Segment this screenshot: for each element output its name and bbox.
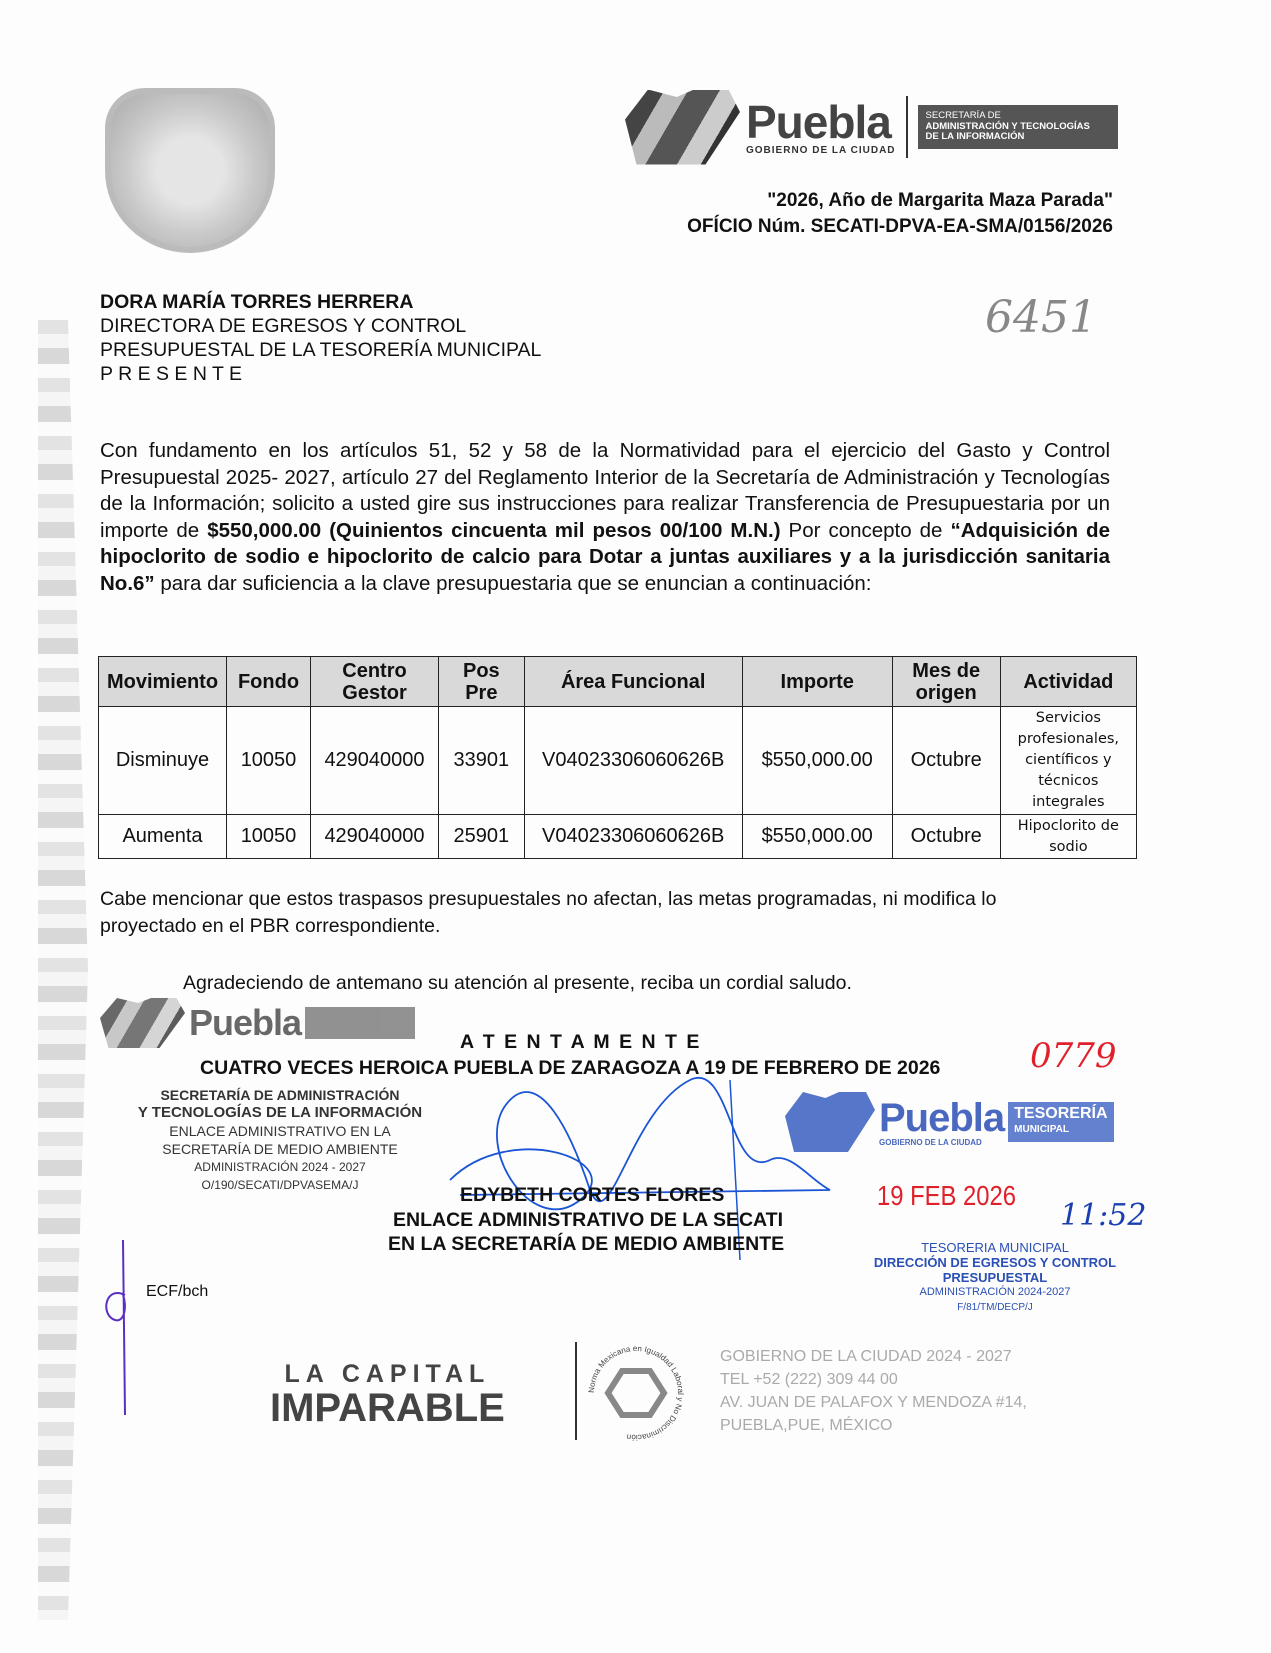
recipient-title-1: DIRECTORA DE EGRESOS Y CONTROL (100, 315, 467, 337)
presente: P R E S E N T E (100, 363, 242, 385)
logo-word: Puebla (746, 95, 891, 148)
place-date: CUATRO VECES HEROICA PUEBLA DE ZARAGOZA A 19 DE FEBRERO DE 2026 (200, 1057, 941, 1079)
norma-igualdad-logo (586, 1343, 686, 1443)
footer-contact: GOBIERNO DE LA CIUDAD 2024 - 2027 TEL +52 (222) 309 44 00 AV. JUAN DE PALAFOX Y MENDOZA #14, PUEBLA,PUE, MÉXICO (720, 1348, 1027, 1434)
year-motto: "2026, Año de Margarita Maza Parada" (767, 190, 1113, 211)
svg-text:Norma Mexicana en Igualdad Lab (587, 1344, 685, 1442)
col-header: Actividad (1000, 657, 1136, 707)
initials: ECF/bch (146, 1283, 209, 1300)
decorative-side-border (38, 320, 88, 1620)
recipient-block (100, 290, 541, 386)
recipient-title-2: PRESUPUESTAL DE LA TESORERÍA MUNICIPAL (100, 339, 542, 361)
logo-sub: GOBIERNO DE LA CIUDAD (746, 144, 896, 156)
received-date-stamp: 19 FEB 2026 (877, 1180, 1016, 1211)
handwritten-number: 6451 (985, 292, 1097, 343)
atentamente: A T E N T A M E N T E (460, 1031, 702, 1053)
col-header: Fondo (227, 657, 311, 707)
tesoreria-stamp: TESORERIA MUNICIPAL DIRECCIÓN DE EGRESOS Y CONTROL PRESUPUESTAL ADMINISTRACIÓN 2024-2027 F/81/TM/DECP/J (873, 1240, 1117, 1313)
signer-title-1: ENLACE ADMINISTRATIVO DE LA SECATI (393, 1209, 783, 1231)
secati-stamp: SECRETARÍA DE ADMINISTRACIÓN Y TECNOLOGÍAS DE LA INFORMACIÓN ENLACE ADMINISTRATIVO EN LA SECRETARÍA DE MEDIO AMBIENTE ADMINISTRACIÓN 2024 - 2027 O/190/SECATI/DPVASEMA/J (137, 1087, 423, 1192)
city-seal-logo (105, 88, 275, 253)
folio-number: 0779 (1030, 1036, 1117, 1076)
secati-stamp-logo: Puebla (100, 998, 415, 1048)
body-paragraph: Con fundamento en los artículos 51, 52 y 58 de la Normatividad para el ejercicio del Gasto y Control Presupuestal 2025- 2027, artículo 27 del Reglamento Interior de la Secretaría de Administración y Tecnologías de la Información; solicito a usted gire sus instrucciones para realizar Transferencia de Presupuestaria por un importe de $550,000.00 (Quinientos cincuenta mil pesos 00/100 M.N.) Por concepto de “Adquisición de hipoclorito de sodio e hipoclorito de calcio para Dotar a juntas auxiliares y a la jurisdicción sanitaria No.6” para dar suficiencia a la clave presupuestaria que se enuncian a continuación: (100, 439, 1110, 595)
puebla-secati-logo (625, 88, 1118, 166)
col-header: Área Funcional (524, 657, 742, 707)
secati-label: SECRETARÍA DE ADMINISTRACIÓN Y TECNOLOGÍAS DE LA INFORMACIÓN (918, 105, 1118, 150)
table-row: Disminuye 10050 429040000 33901 V04023306060626B $550,000.00 Octubre Servicios profesionales, científicos y técnicos integrales (99, 707, 1137, 815)
col-header: Importe (742, 657, 892, 707)
col-header: Mes de origen (892, 657, 1000, 707)
col-header: Pos Pre (439, 657, 525, 707)
closing-greeting: Agradeciendo de antemano su atención al presente, reciba un cordial saludo. (183, 972, 852, 994)
initials-signature (95, 1235, 135, 1420)
tesoreria-stamp-logo: Puebla GOBIERNO DE LA CIUDAD TESORERÍA MUNICIPAL (785, 1092, 1114, 1152)
body-paragraph-2: Cabe mencionar que estos traspasos presupuestales no afectan, las metas programadas, ni modifica lo proyectado en el PBR correspondiente. (100, 888, 997, 937)
footer-divider (575, 1342, 577, 1440)
signer-name: EDYBETH CORTES FLORES (460, 1184, 725, 1206)
oficio-number: OFÍCIO Núm. SECATI-DPVA-EA-SMA/0156/2026 (687, 216, 1113, 237)
document-heading (687, 188, 1113, 240)
received-time: 11:52 (1060, 1198, 1147, 1233)
signer-title-2: EN LA SECRETARÍA DE MEDIO AMBIENTE (388, 1233, 785, 1255)
norma-text: Norma Mexicana en Igualdad Laboral y No Discriminación (586, 1343, 686, 1443)
col-header: Centro Gestor (311, 657, 439, 707)
table-row: Aumenta 10050 429040000 25901 V04023306060626B $550,000.00 Octubre Hipoclorito de sodio (99, 815, 1137, 859)
puebla-emblem-icon (625, 90, 740, 165)
la-capital-imparable-logo: LA CAPITAL IMPARABLE (270, 1360, 505, 1430)
col-header: Movimiento (99, 657, 227, 707)
recipient-name: DORA MARÍA TORRES HERRERA (100, 291, 414, 313)
budget-transfer-table (98, 656, 1137, 859)
